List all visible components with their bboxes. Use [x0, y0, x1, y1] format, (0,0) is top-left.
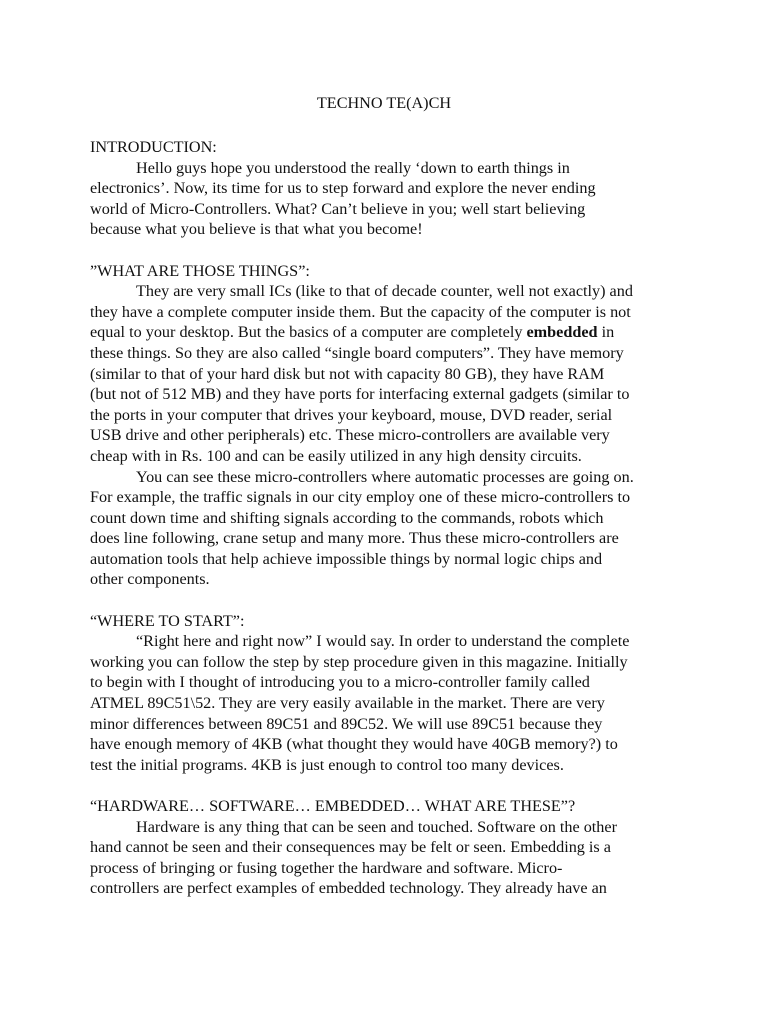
- paragraph-line: cheap with in Rs. 100 and can be easily utilized in any high density circuits.: [90, 446, 582, 465]
- intro-paragraph: [90, 158, 690, 240]
- section-heading-hardware-software-embedded: “HARDWARE… SOFTWARE… EMBEDDED… WHAT ARE THESE”?: [90, 797, 576, 815]
- document-title: TECHNO TE(A)CH: [316, 94, 452, 112]
- section-heading-introduction: INTRODUCTION:: [90, 138, 217, 156]
- what-paragraph-1: [90, 281, 690, 466]
- paragraph-line: other components.: [90, 570, 210, 589]
- paragraph-line: For example, the traffic signals in our city employ one of these micro-controllers to: [90, 488, 631, 507]
- line-text: equal to your desktop. But the basics of a computer are completely: [90, 323, 527, 342]
- bold-term-embedded: embedded: [526, 323, 598, 342]
- paragraph-line: working you can follow the step by step procedure given in this magazine. Initially: [90, 652, 628, 671]
- paragraph-line: (but not of 512 MB) and they have ports for interfacing external gadgets (similar to: [90, 385, 630, 404]
- hardware-paragraph: [90, 817, 690, 899]
- paragraph-line: electronics’. Now, its time for us to step forward and explore the never ending: [90, 179, 596, 198]
- document-body: [90, 137, 690, 899]
- paragraph-line: process of bringing or fusing together the hardware and software. Micro-: [90, 858, 563, 877]
- section-heading-where-to-start: “WHERE TO START”:: [90, 611, 245, 630]
- paragraph-line: You can see these micro-controllers where automatic processes are going on.: [136, 467, 634, 486]
- paragraph-line: minor differences between 89C51 and 89C52. We will use 89C51 because they: [90, 714, 603, 733]
- paragraph-line: test the initial programs. 4KB is just enough to control too many devices.: [90, 755, 564, 774]
- paragraph-gap: [90, 775, 690, 796]
- paragraph-line: because what you believe is that what you become!: [90, 220, 423, 239]
- paragraph-line: have enough memory of 4KB (what thought they would have 40GB memory?) to: [90, 735, 618, 754]
- paragraph-line: controllers are perfect examples of embedded technology. They already have an: [90, 879, 607, 898]
- paragraph-line: the ports in your computer that drives your keyboard, mouse, DVD reader, serial: [90, 405, 613, 424]
- paragraph-line: [90, 322, 690, 343]
- paragraph-line: Hardware is any thing that can be seen and touched. Software on the other: [136, 817, 617, 836]
- section-heading-what-are-those-things: ”WHAT ARE THOSE THINGS”:: [90, 261, 310, 280]
- paragraph-line: to begin with I thought of introducing you to a micro-controller family called: [90, 673, 590, 692]
- paragraph-line: ATMEL 89C51\52. They are very easily available in the market. There are very: [90, 694, 605, 713]
- paragraph-line: world of Micro-Controllers. What? Can’t believe in you; well start believing: [90, 199, 586, 218]
- where-paragraph: [90, 631, 690, 775]
- paragraph-line: automation tools that help achieve impossible things by normal logic chips and: [90, 549, 603, 568]
- paragraph-gap: [90, 240, 690, 261]
- paragraph-line: They are very small ICs (like to that of decade counter, well not exactly) and: [136, 282, 633, 301]
- paragraph-line: count down time and shifting signals according to the commands, robots which: [90, 508, 604, 527]
- what-paragraph-2: [90, 467, 690, 591]
- paragraph-line: hand cannot be seen and their consequences may be felt or seen. Embedding is a: [90, 838, 611, 857]
- paragraph-line: USB drive and other peripherals) etc. These micro-controllers are available very: [90, 426, 610, 445]
- paragraph-line: (similar to that of your hard disk but not with capacity 80 GB), they have RAM: [90, 364, 605, 383]
- paragraph-line: they have a complete computer inside them. But the capacity of the computer is not: [90, 302, 631, 321]
- paragraph-line: “Right here and right now” I would say. In order to understand the complete: [136, 632, 630, 651]
- paragraph-line: does line following, crane setup and many more. Thus these micro-controllers are: [90, 529, 619, 548]
- paragraph-line: these things. So they are also called “single board computers”. They have memory: [90, 343, 624, 362]
- line-text: in: [597, 323, 615, 342]
- paragraph-line: Hello guys hope you understood the really ‘down to earth things in: [136, 158, 570, 177]
- paragraph-gap: [90, 590, 690, 611]
